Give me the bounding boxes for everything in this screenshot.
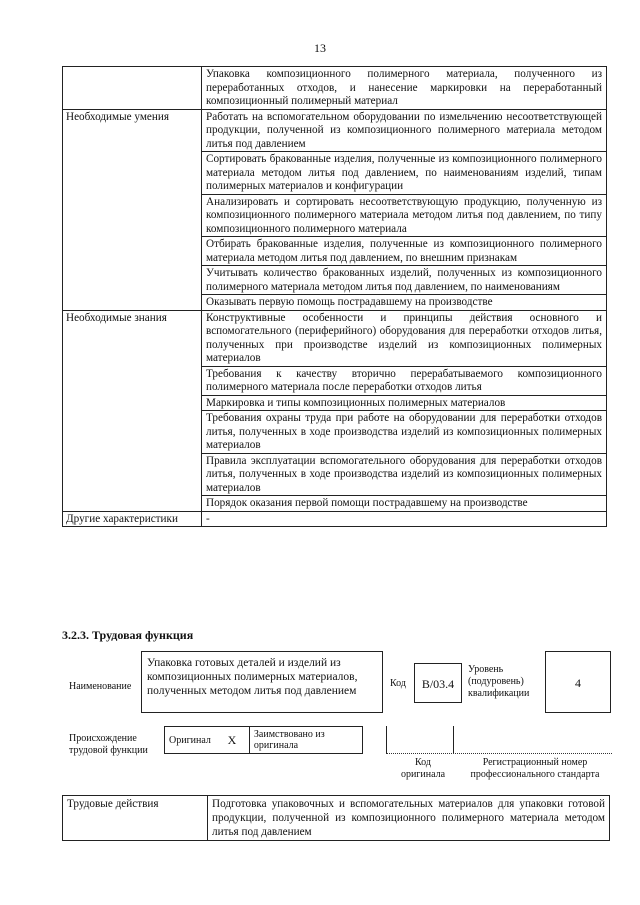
code-label: Код [390, 678, 406, 689]
knowledge-label: Необходимые знания [63, 310, 202, 511]
borrowed-label: Заимствовано из оригинала [249, 727, 362, 754]
knowledge-item: Требования к качеству вторично перерабатываемого композиционного полимерного материала после переработки отходов литья [202, 366, 607, 395]
name-label: Наименование [69, 681, 132, 692]
skill-item: Оказывать первую помощь пострадавшему на производстве [202, 295, 607, 311]
level-label: Уровень (подуровень) квалификации [468, 664, 530, 699]
skill-item: Анализировать и сортировать несоответствующую продукцию, полученную из композиционного полимерного материала методом литья под давлением, по типу композиционного полимерного материала [202, 194, 607, 237]
other-label: Другие характеристики [63, 511, 202, 527]
level-value: 4 [545, 651, 611, 713]
knowledge-item: Требования охраны труда при работе на оборудовании для переработки отходов литья, полученных в ходе производства изделий из композиционных полимерных материалов [202, 411, 607, 454]
skill-item: Отбирать бракованные изделия, полученные из композиционного полимерного материала методом литья под давлением, по внешним признакам [202, 237, 607, 266]
reg-number-label: Регистрационный номер профессионального стандарта [470, 757, 600, 780]
labor-actions-table [62, 795, 610, 841]
origin-label: Происхождение трудовой функции [69, 733, 148, 756]
code-value: В/03.4 [414, 663, 462, 703]
skill-item: Работать на вспомогательном оборудовании по измельчению несоответствующей продукции, полученной из композиционного полимерного материала методом литья под давлением [202, 109, 607, 152]
section-title: 3.2.3. Трудовая функция [62, 628, 194, 642]
page-number: 13 [314, 41, 326, 55]
function-name-box: Упаковка готовых деталей и изделий из композиционных полимерных материалов, полученных методом литья под давлением [141, 651, 383, 713]
knowledge-item: Маркировка и типы композиционных полимерных материалов [202, 395, 607, 411]
skill-item: Учитывать количество бракованных изделий, полученных из композиционного полимерного материала методом литья под давлением, по наименованиям [202, 266, 607, 295]
field-divider [453, 726, 455, 753]
other-value: - [202, 511, 607, 527]
empty-label-cell [63, 67, 202, 110]
knowledge-item: Конструктивные особенности и принципы действия основного и вспомогательного (периферийного) оборудования для переработки отходов литья, полученных при производстве изделий из композиционных полимерных материалов [202, 310, 607, 366]
origin-code-fields [386, 726, 612, 754]
original-label: Оригинал [165, 727, 215, 754]
origin-table [164, 726, 363, 754]
original-mark: X [215, 727, 250, 754]
origin-code-label: Код оригинала [400, 757, 446, 780]
skills-knowledge-table [62, 66, 607, 527]
table-cell: Упаковка композиционного полимерного материала, полученного из переработанных отходов, и нанесение маркировки на переработанный композиционный полимерный материал [202, 67, 607, 110]
skill-item: Сортировать бракованные изделия, полученные из композиционного полимерного материала методом литья под давлением, по наименованиям изделий, типам полимерных материалов и конфигурации [202, 152, 607, 195]
knowledge-item: Правила эксплуатации вспомогательного оборудования для переработки отходов литья, полученных в ходе производства изделий из композиционных полимерных материалов [202, 453, 607, 496]
actions-value: Подготовка упаковочных и вспомогательных материалов для упаковки готовой продукции, полученной из композиционного полимерного материала методом литья под давлением [208, 796, 610, 841]
actions-label: Трудовые действия [63, 796, 208, 841]
skills-label: Необходимые умения [63, 109, 202, 310]
knowledge-item: Порядок оказания первой помощи пострадавшему на производстве [202, 496, 607, 512]
